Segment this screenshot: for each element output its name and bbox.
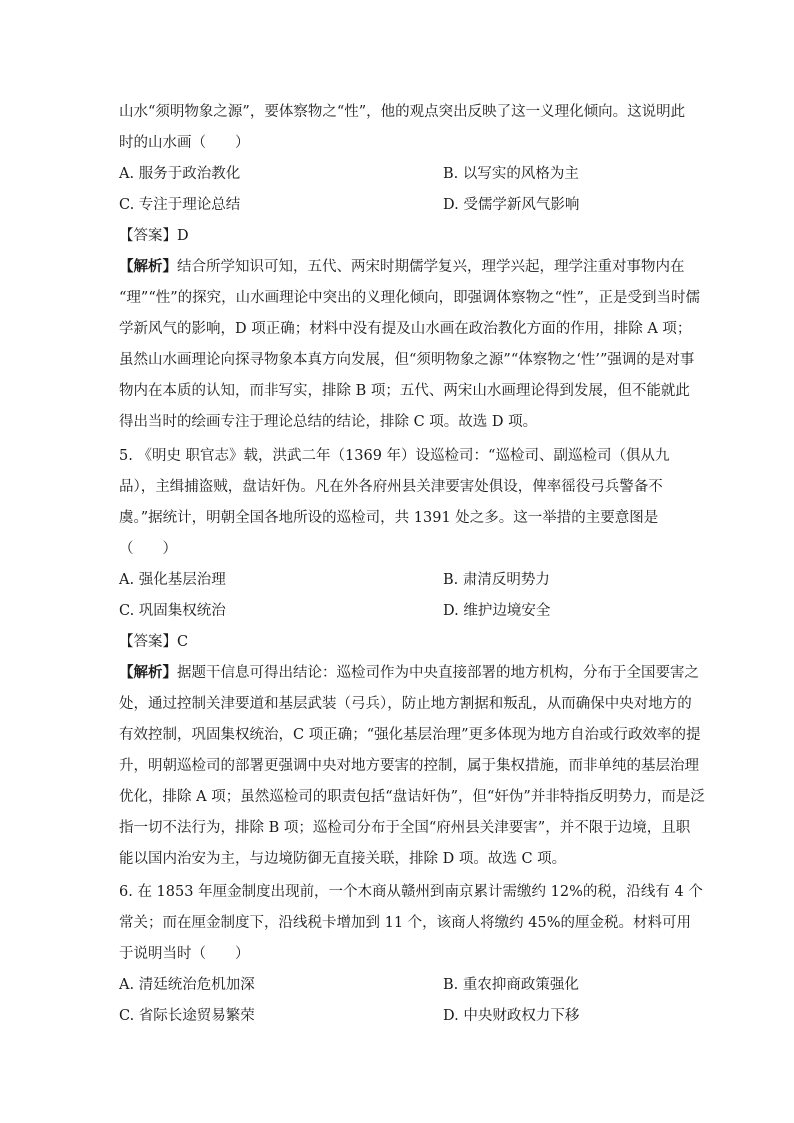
q4-stem-line-2: 时的山水画（ ）: [119, 135, 250, 151]
q5-stem-line-1: 5. 《明史 职官志》载，洪武二年（1369 年）设巡检司：“巡检司、副巡检司（俱从九: [119, 448, 670, 464]
q5-analysis-line-2: 处，通过控制关津要道和基层武装（弓兵），防止地方割据和叛乱，从而确保中央对地方的: [119, 696, 692, 712]
q4-analysis-line-2: “理”“性”的探究，山水画理论中突出的义理化倾向，即强调体察物之“性”，正是受到当时儒: [119, 290, 700, 306]
q4-analysis-line-6: 得出当时的绘画专注于理论总结的结论，排除 C 项。故选 D 项。: [119, 414, 538, 430]
q4-analysis-label: 【解析】: [119, 258, 177, 275]
q5-analysis-label: 【解析】: [119, 664, 177, 681]
q4-answer: 【答案】D: [119, 228, 189, 244]
q5-stem-line-2: 品），主缉捕盗贼，盘诘奸伪。凡在外各府州县关津要害处俱设，俾率徭役弓兵警备不: [119, 479, 663, 495]
q4-analysis-text-1: 结合所学知识可知，五代、两宋时期儒学复兴，理学兴起，理学注重对事物内在: [177, 259, 685, 275]
q5-analysis-line-5: 优化，排除 A 项；虽然巡检司的职责包括“盘诘奸伪”，但“奸伪”并非特指反明势力，而是泛: [119, 789, 705, 805]
q5-stem-line-3: 虞。”据统计，明朝全国各地所设的巡检司，共 1391 处之多。这一举措的主要意图是: [119, 510, 659, 526]
q4-option-a: A. 服务于政治教化: [119, 166, 241, 182]
q4-analysis-line-1: [119, 257, 685, 277]
q6-option-c: C. 省际长途贸易繁荣: [119, 1008, 255, 1024]
q5-analysis-line-3: 有效控制，巩固集权统治，C 项正确；“强化基层治理”更多体现为地方自治或行政效率的提: [119, 727, 701, 743]
q6-stem-line-1: 6. 在 1853 年厘金制度出现前，一个木商从赣州到南京累计需缴约 12%的税，沿线有 4 个: [119, 884, 703, 900]
q4-stem-line-1: 山水“须明物象之源”，要体察物之“性”，他的观点突出反映了这一义理化倾向。这说明此: [119, 104, 686, 120]
q5-option-b: B. 肃清反明势力: [443, 572, 550, 588]
q5-answer: 【答案】C: [119, 634, 189, 650]
q5-analysis-line-1: [119, 663, 699, 683]
q6-option-d: D. 中央财政权力下移: [443, 1008, 580, 1024]
q6-stem-line-3: 于说明当时（ ）: [119, 946, 250, 962]
q4-analysis-line-4: 虽然山水画理论向探寻物象本真方向发展，但“须明物象之源”“体察物之‘性’”强调的是对事: [119, 352, 695, 368]
q5-option-d: D. 维护边境安全: [443, 603, 551, 619]
q5-analysis-line-4: 升，明朝巡检司的部署更强调中央对地方要害的控制，属于集权措施，而非单纯的基层治理: [119, 758, 699, 774]
q4-option-c: C. 专注于理论总结: [119, 197, 241, 213]
q4-analysis-line-5: 物内在本质的认知，而非写实，排除 B 项；五代、两宋山水画理论得到发展，但不能就此: [119, 383, 690, 399]
q5-analysis-line-6: 指一切不法行为，排除 B 项；巡检司分布于全国“府州县关津要害”，并不限于边境，且职: [119, 820, 691, 836]
q4-option-d: D. 受儒学新风气影响: [443, 197, 580, 213]
q6-option-b: B. 重农抑商政策强化: [443, 977, 579, 993]
q5-option-a: A. 强化基层治理: [119, 572, 226, 588]
q5-option-c: C. 巩固集权统治: [119, 603, 226, 619]
q6-option-a: A. 清廷统治危机加深: [119, 977, 255, 993]
q5-analysis-text-1: 据题干信息可得出结论：巡检司作为中央直接部署的地方机构，分布于全国要害之: [177, 665, 699, 681]
q5-analysis-line-7: 能以国内治安为主，与边境防御无直接关联，排除 D 项。故选 C 项。: [119, 851, 567, 867]
q5-stem-line-4: （ ）: [119, 541, 177, 557]
q4-option-b: B. 以写实的风格为主: [443, 166, 579, 182]
q6-stem-line-2: 常关；而在厘金制度下，沿线税卡增加到 11 个，该商人将缴约 45%的厘金税。材料可用: [119, 915, 692, 931]
q4-analysis-line-3: 学新风气的影响，D 项正确；材料中没有提及山水画在政治教化方面的作用，排除 A 项；: [119, 321, 692, 337]
